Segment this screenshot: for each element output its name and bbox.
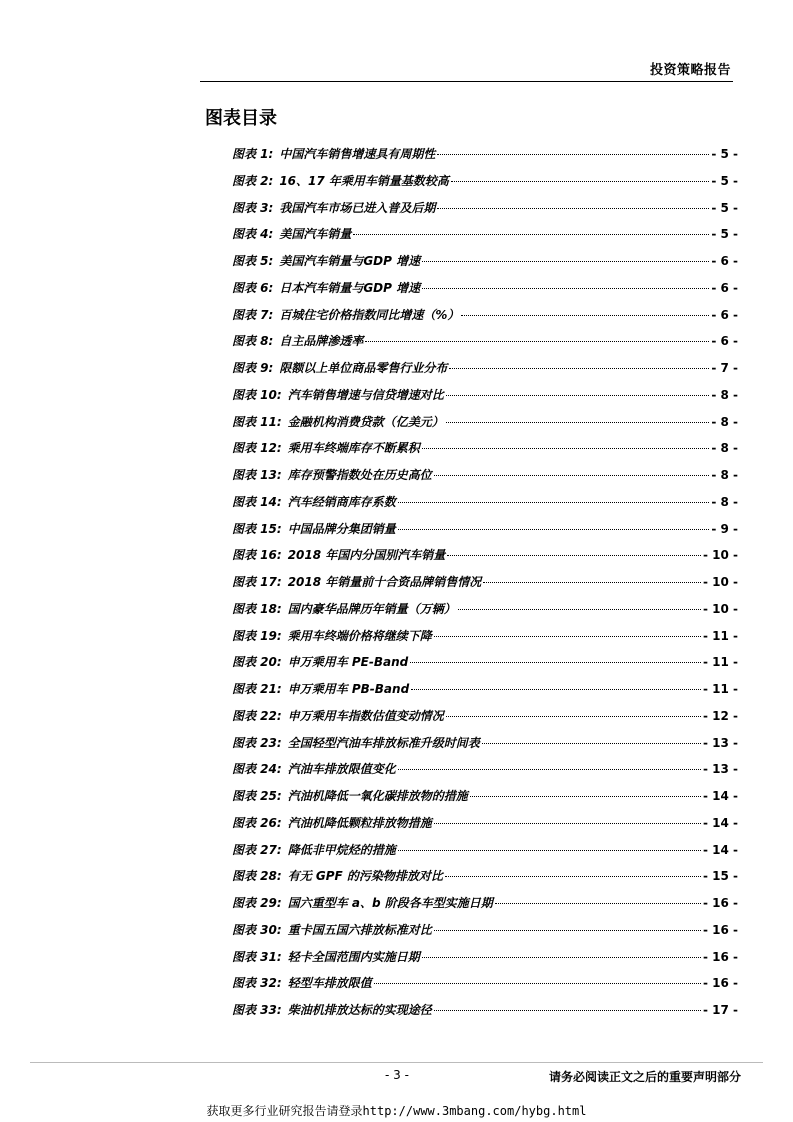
- toc-entry-leader: [434, 823, 701, 824]
- toc-entry-page: - 8 -: [711, 387, 738, 402]
- toc-entry-title: 申万乘用车 PB-Band: [287, 682, 410, 696]
- toc-entry-label: 图表 19:: [232, 628, 282, 643]
- page-number: - 3 -: [385, 1068, 409, 1082]
- toc-entry-page: - 11 -: [702, 628, 738, 643]
- toc-entry-page: - 16 -: [702, 976, 738, 991]
- toc-entry-label: 图表 29:: [232, 896, 282, 910]
- header-divider: [200, 81, 733, 82]
- toc-entry-title: 中国品牌分集团销量: [287, 521, 396, 536]
- toc-entry[interactable]: [232, 733, 738, 760]
- toc-entry-title: 2018 年国内分国别汽车销量: [287, 548, 446, 563]
- toc-entry-page: - 5 -: [711, 200, 738, 215]
- toc-entry-page: - 6 -: [711, 280, 738, 295]
- toc-entry-leader: [365, 341, 709, 342]
- toc-entry-leader: [422, 261, 709, 262]
- toc-entry-title: 全国轻型汽油车排放标准升级时间表: [287, 735, 480, 750]
- toc-entry-title: 库存预警指数处在历史高位: [287, 468, 432, 482]
- toc-entry-label: 图表 22:: [232, 708, 282, 723]
- toc-entry-page: - 16 -: [702, 922, 738, 937]
- toc-entry-leader: [451, 181, 709, 182]
- toc-entry-label: 图表 25:: [232, 789, 282, 803]
- toc-entry-page: - 16 -: [702, 896, 738, 910]
- toc-entry-page: - 5 -: [711, 147, 738, 161]
- toc-entry-label: 图表 4:: [232, 227, 274, 242]
- toc-entry-label: 图表 2:: [232, 173, 274, 188]
- toc-entry[interactable]: [232, 251, 738, 278]
- toc-entry-label: 图表 7:: [232, 307, 274, 322]
- toc-entry-title: 国内豪华品牌历年销量（万辆）: [287, 601, 456, 616]
- toc-entry-title: 我国汽车市场已进入普及后期: [279, 200, 436, 215]
- toc-entry-label: 图表 16:: [232, 548, 282, 563]
- toc-entry-leader: [447, 555, 701, 556]
- toc-entry-label: 图表 3:: [232, 200, 274, 215]
- toc-entry-label: 图表 28:: [232, 869, 282, 884]
- toc-entry-label: 图表 24:: [232, 762, 282, 777]
- toc-entry-leader: [446, 395, 710, 396]
- toc-entry-title: 国六重型车 a、b 阶段各车型实施日期: [287, 896, 493, 910]
- toc-entry-page: - 13 -: [702, 735, 738, 750]
- toc-entry-label: 图表 1:: [232, 147, 274, 161]
- toc-entry-page: - 14 -: [702, 842, 738, 857]
- toc-entry-label: 图表 30:: [232, 922, 282, 937]
- toc-entry-leader: [434, 1010, 701, 1011]
- toc-entry[interactable]: [232, 385, 738, 412]
- toc-entry[interactable]: [232, 893, 738, 920]
- toc-entry-page: - 10 -: [702, 601, 738, 616]
- toc-entry-label: 图表 12:: [232, 441, 282, 456]
- toc-entry-leader: [398, 850, 701, 851]
- toc-entry-leader: [398, 502, 710, 503]
- toc-entry-label: 图表 32:: [232, 976, 282, 991]
- toc-entry-title: 汽车销售增速与信贷增速对比: [287, 387, 444, 402]
- toc-entry-title: 2018 年销量前十合资品牌销售情况: [287, 575, 482, 589]
- toc-entry[interactable]: [232, 599, 738, 626]
- disclaimer-note: 请务必阅读正文之后的重要声明部分: [548, 1070, 741, 1084]
- toc-entry-page: - 6 -: [711, 334, 738, 349]
- toc-entry-page: - 6 -: [711, 254, 738, 268]
- toc-entry[interactable]: [232, 492, 738, 519]
- toc-entry-page: - 13 -: [702, 762, 738, 777]
- toc-entry-title: 限额以上单位商品零售行业分布: [279, 361, 448, 375]
- toc-list: [232, 144, 738, 1027]
- toc-entry[interactable]: [232, 519, 738, 546]
- toc-entry-leader: [374, 983, 701, 984]
- toc-heading: 图表目录: [205, 108, 277, 129]
- toc-entry-page: - 12 -: [702, 708, 738, 723]
- toc-entry[interactable]: [232, 412, 738, 439]
- toc-entry[interactable]: [232, 331, 738, 358]
- toc-entry-leader: [398, 529, 710, 530]
- toc-entry-label: 图表 6:: [232, 280, 274, 295]
- toc-entry-page: - 15 -: [702, 869, 738, 884]
- toc-entry-label: 图表 23:: [232, 735, 282, 750]
- toc-entry-title: 汽油机降低一氧化碳排放物的措施: [287, 789, 468, 803]
- toc-entry-leader: [434, 636, 701, 637]
- toc-entry[interactable]: [232, 465, 738, 492]
- toc-entry-label: 图表 27:: [232, 842, 282, 857]
- toc-entry-leader: [446, 422, 710, 423]
- toc-entry[interactable]: [232, 786, 738, 813]
- toc-entry-title: 美国汽车销量: [279, 227, 352, 242]
- toc-entry-page: - 11 -: [702, 682, 738, 696]
- toc-entry[interactable]: [232, 144, 738, 171]
- toc-entry[interactable]: [232, 759, 738, 786]
- toc-entry-leader: [483, 582, 701, 583]
- toc-entry-page: - 17 -: [702, 1003, 738, 1017]
- toc-entry[interactable]: [232, 358, 738, 385]
- toc-entry-label: 图表 17:: [232, 575, 282, 589]
- toc-entry[interactable]: [232, 652, 738, 679]
- toc-entry-title: 轻型车排放限值: [287, 976, 372, 991]
- toc-entry-label: 图表 20:: [232, 655, 282, 670]
- toc-entry-page: - 5 -: [711, 173, 738, 188]
- toc-entry[interactable]: [232, 198, 738, 225]
- toc-entry-label: 图表 10:: [232, 387, 282, 402]
- toc-entry-title: 重卡国五国六排放标准对比: [287, 922, 432, 937]
- toc-entry[interactable]: [232, 224, 738, 251]
- toc-entry[interactable]: [232, 866, 738, 893]
- toc-entry-label: 图表 14:: [232, 494, 282, 509]
- toc-entry-title: 自主品牌渗透率: [279, 334, 364, 349]
- toc-entry-title: 百城住宅价格指数同比增速（%）: [279, 307, 460, 322]
- toc-entry-leader: [445, 876, 701, 877]
- toc-entry[interactable]: [232, 1000, 738, 1027]
- toc-entry-page: - 10 -: [702, 548, 738, 563]
- toc-entry-label: 图表 11:: [232, 414, 282, 429]
- footer-divider: [30, 1062, 763, 1063]
- toc-entry[interactable]: [232, 947, 738, 974]
- toc-entry-title: 中国汽车销售增速具有周期性: [279, 147, 436, 161]
- toc-entry[interactable]: [232, 305, 738, 332]
- toc-entry-page: - 10 -: [702, 575, 738, 589]
- toc-entry-page: - 16 -: [702, 949, 738, 964]
- toc-entry[interactable]: [232, 973, 738, 1000]
- toc-entry-page: - 5 -: [711, 227, 738, 242]
- toc-entry-title: 乘用车终端价格将继续下降: [287, 628, 432, 643]
- toc-entry-title: 有无 GPF 的污染物排放对比: [287, 869, 443, 884]
- toc-entry-leader: [422, 288, 709, 289]
- toc-entry[interactable]: [232, 840, 738, 867]
- toc-entry-title: 降低非甲烷烃的措施: [287, 842, 396, 857]
- toc-entry[interactable]: [232, 572, 738, 599]
- toc-entry-page: - 8 -: [711, 441, 738, 456]
- toc-entry-label: 图表 15:: [232, 521, 282, 536]
- toc-entry-leader: [470, 796, 701, 797]
- toc-entry-leader: [437, 154, 709, 155]
- toc-entry-label: 图表 8:: [232, 334, 274, 349]
- toc-entry[interactable]: [232, 813, 738, 840]
- toc-entry-title: 汽油机降低颗粒排放物措施: [287, 815, 432, 830]
- toc-entry-title: 汽车经销商库存系数: [287, 494, 396, 509]
- toc-entry-title: 汽油车排放限值变化: [287, 762, 396, 777]
- toc-entry-leader: [398, 769, 701, 770]
- toc-entry[interactable]: [232, 626, 738, 653]
- toc-entry-leader: [410, 662, 701, 663]
- toc-entry[interactable]: [232, 278, 738, 305]
- toc-entry-leader: [422, 448, 710, 449]
- toc-entry-leader: [449, 368, 709, 369]
- toc-entry-page: - 14 -: [702, 815, 738, 830]
- toc-entry-leader: [411, 689, 701, 690]
- toc-entry-title: 乘用车终端库存不断累积: [287, 441, 420, 456]
- toc-entry-title: 金融机构消费贷款（亿美元）: [287, 414, 444, 429]
- toc-entry-leader: [422, 957, 701, 958]
- toc-entry-page: - 6 -: [711, 307, 738, 322]
- toc-entry-leader: [434, 475, 710, 476]
- toc-entry[interactable]: [232, 920, 738, 947]
- toc-entry-label: 图表 9:: [232, 361, 274, 375]
- toc-entry-page: - 8 -: [711, 468, 738, 482]
- toc-entry-leader: [434, 930, 701, 931]
- toc-entry-title: 申万乘用车 PE-Band: [287, 655, 409, 670]
- toc-entry-leader: [458, 609, 701, 610]
- download-note: 获取更多行业研究报告请登录http://www.3mbang.com/hybg.html: [206, 1104, 587, 1118]
- toc-entry-label: 图表 26:: [232, 815, 282, 830]
- toc-entry-page: - 9 -: [711, 521, 738, 536]
- toc-entry-leader: [437, 208, 709, 209]
- toc-entry-leader: [446, 716, 701, 717]
- toc-entry-label: 图表 33:: [232, 1003, 282, 1017]
- toc-entry-label: 图表 18:: [232, 601, 282, 616]
- toc-entry-label: 图表 21:: [232, 682, 282, 696]
- toc-entry-title: 美国汽车销量与GDP 增速: [279, 254, 421, 268]
- toc-entry-page: - 11 -: [702, 655, 738, 670]
- toc-entry[interactable]: [232, 545, 738, 572]
- toc-entry-page: - 8 -: [711, 414, 738, 429]
- toc-entry-label: 图表 5:: [232, 254, 274, 268]
- toc-entry-title: 轻卡全国范围内实施日期: [287, 949, 420, 964]
- toc-entry-title: 柴油机排放达标的实现途径: [287, 1003, 432, 1017]
- report-type-header: 投资策略报告: [649, 63, 731, 78]
- toc-entry-leader: [495, 903, 701, 904]
- toc-entry-title: 16、17 年乘用车销量基数较高: [279, 173, 449, 188]
- toc-entry[interactable]: [232, 438, 738, 465]
- toc-entry-page: - 7 -: [711, 361, 738, 375]
- toc-entry-title: 日本汽车销量与GDP 增速: [279, 280, 421, 295]
- toc-entry-label: 图表 31:: [232, 949, 282, 964]
- toc-entry[interactable]: [232, 679, 738, 706]
- toc-entry-label: 图表 13:: [232, 468, 282, 482]
- toc-entry-page: - 8 -: [711, 494, 738, 509]
- toc-entry-leader: [482, 743, 701, 744]
- toc-entry[interactable]: [232, 171, 738, 198]
- toc-entry-leader: [353, 234, 709, 235]
- toc-entry-leader: [461, 315, 709, 316]
- toc-entry-page: - 14 -: [702, 789, 738, 803]
- toc-entry[interactable]: [232, 706, 738, 733]
- toc-entry-title: 申万乘用车指数估值变动情况: [287, 708, 444, 723]
